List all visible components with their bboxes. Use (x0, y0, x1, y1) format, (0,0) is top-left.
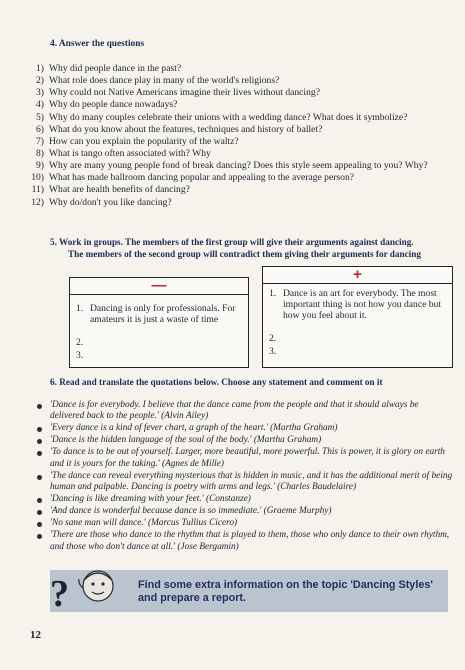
task-banner (50, 570, 448, 615)
question-text: Why are many young people fond of break dancing? Does this style seem appealing to you? Why? (49, 160, 428, 172)
question-text: What do you know about the features, techniques and history of ballet? (49, 123, 323, 135)
question-number: 9) (36, 160, 44, 172)
argument-text: Dance is an art for everybody. The most important thing is not how you dance but how you feel about it. (283, 288, 442, 321)
question-item (26, 184, 456, 195)
question-number: 8) (36, 147, 44, 159)
question-number: 3) (36, 87, 44, 99)
question-text: Why do people dance nowadays? (49, 99, 178, 111)
argument-number: 3. (76, 350, 84, 361)
argument-number: 1. (269, 288, 277, 299)
question-text: How can you explain the popularity of the waltz? (49, 135, 239, 147)
question-text: What role does dance play in many of the world's religions? (49, 75, 280, 87)
argument-item (76, 337, 242, 348)
question-item (26, 99, 456, 110)
quotation-item: 'No sane man will dance.' (Marcus Tullius Cicero) (50, 518, 455, 529)
section-4-heading: 4. Answer the questions (50, 39, 145, 49)
plus-symbol: + (263, 267, 452, 284)
svg-text:?: ? (50, 573, 69, 615)
question-item (26, 160, 456, 171)
question-number: 6) (36, 123, 44, 135)
quotation-item: 'And dance is wonderful because dance is so immediate.' (Graeme Murphy) (50, 506, 455, 517)
question-text: What has made ballroom dancing popular and appealing to the average person? (49, 172, 355, 184)
quotation-item: 'The dance can reveal everything mysterious that is hidden in music, and it has the additional merit of being human and palpable. Dancing is poetry with arms and legs.' (Charles Baudelaire) (50, 471, 455, 494)
argument-number: 3. (269, 346, 277, 357)
argument-item (269, 288, 446, 321)
question-text: Why could not Native Americans imagine their lives without dancing? (49, 87, 320, 99)
question-item (26, 124, 456, 135)
question-text: Why do many couples celebrate their unions with a wedding dance? What does it symbolize? (49, 111, 408, 123)
section-6-heading: 6. Read and translate the quotations below. Choose any statement and comment on it (50, 377, 383, 387)
against-arguments-box (69, 277, 249, 368)
question-item (26, 112, 456, 123)
question-item (26, 148, 456, 159)
question-number: 10) (31, 172, 44, 184)
question-number: 7) (36, 135, 44, 147)
argument-item (269, 346, 446, 357)
question-number: 12) (31, 196, 44, 208)
question-number: 11) (31, 184, 44, 196)
argument-item (76, 350, 242, 361)
argument-item (76, 303, 242, 325)
quotation-item: 'Every dance is a kind of fever chart, a graph of the heart.' (Martha Graham) (50, 423, 455, 434)
question-item (26, 87, 456, 98)
banner-line2: and prepare a report. (138, 591, 247, 604)
minus-symbol: — (70, 278, 248, 295)
question-number: 4) (36, 99, 44, 111)
quotation-item: 'There are those who dance to the rhythm that is played to them, those who only dance to their own rhythm, and those who don't dance at all.' (Jose Bergamin) (50, 530, 455, 553)
for-arguments-box (262, 266, 453, 368)
argument-number: 2. (269, 333, 277, 344)
quotation-item: 'Dancing is like dreaming with your feet.' (Constanze) (50, 494, 455, 505)
question-number: 5) (36, 111, 44, 123)
question-item (26, 197, 456, 208)
questions-list (26, 63, 456, 209)
question-text: What are health benefits of dancing? (49, 184, 190, 196)
quotation-item: 'Dance is the hidden language of the soul of the body.' (Martha Graham) (50, 435, 455, 446)
question-text: Why do/don't you like dancing? (49, 196, 172, 208)
quotations-list (50, 400, 455, 554)
question-item (26, 75, 456, 86)
banner-text (138, 579, 433, 604)
argument-item (269, 333, 446, 344)
question-text: What is tango often associated with? Why (49, 147, 211, 159)
section-5-heading-line2: The members of the second group will contradict them giving their arguments for dancing (68, 249, 421, 259)
question-text: Why did people dance in the past? (49, 63, 182, 74)
question-item (26, 63, 456, 74)
page-number: 12 (30, 629, 41, 641)
question-item (26, 136, 456, 147)
argument-number: 2. (76, 337, 84, 348)
question-number: 2) (36, 75, 44, 87)
banner-line1: Find some extra information on the topic 'Dancing Styles' (138, 579, 433, 591)
argument-number: 1. (76, 303, 84, 314)
question-item (26, 172, 456, 183)
question-mark-child-icon (42, 562, 126, 616)
quotation-item: 'To dance is to be out of yourself. Larger, more beautiful, more powerful. This is power, it is glory on earth and it is yours for the taking.' (Agnes de Mille) (50, 447, 455, 470)
section-5-heading-line1: 5. Work in groups. The members of the first group will give their arguments against dancing. (50, 237, 414, 247)
argument-text: Dancing is only for professionals. For amateurs it is just a waste of time (90, 303, 236, 325)
question-number: 1) (36, 63, 44, 74)
quotation-item: 'Dance is for everybody. I believe that the dance came from the people and that it should always be delivered back to the people.' (Alvin Ailey) (50, 400, 455, 423)
